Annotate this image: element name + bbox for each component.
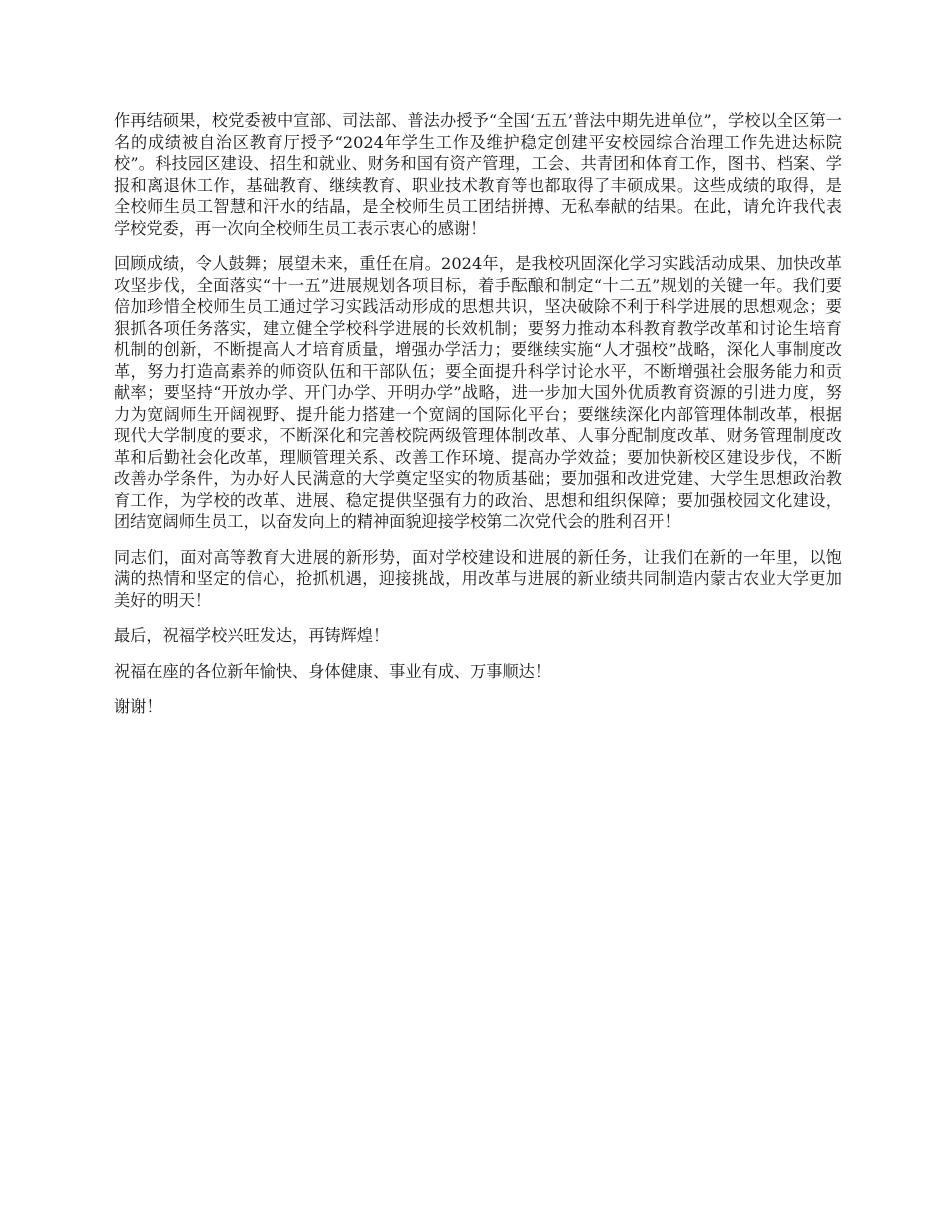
paragraph-thanks: 谢谢！: [114, 697, 163, 716]
paragraph-blessing-audience: 祝福在座的各位新年愉快、身体健康、事业有成、万事顺达！: [114, 661, 552, 681]
paragraph-blessing-school: 最后，祝福学校兴旺发达，再铸辉煌！: [114, 626, 390, 645]
paragraph-outlook: 回顾成绩，令人鼓舞；展望未来，重任在肩。2024年，是我校巩固深化学习实践活动成果、加快改革攻坚步伐，全面落实“十一五”进展规划各项目标，着手酝酿和制定“十二五”规划的关键一年。我们要倍加珍惜全校师生员工通过学习实践活动形成的思想共识，坚决破除不利于科学进展的思想观念；要狠抓各项任务落实，建立健全学校科学进展的长效机制；要努力推动本科教育教学改革和讨论生培育机制的创新，不断提高人才培育质量，增强办学活力；要继续实施“人才强校”战略，深化人事制度改革，努力打造高素养的师资队伍和干部队伍；要全面提升科学讨论水平，不断增强社会服务能力和贡献率；要坚持“开放办学、开门办学、开明办学”战略，进一步加大国外优质教育资源的引进力度，努力为宽阔师生开阔视野、提升能力搭建一个宽阔的国际化平台；要继续深化内部管理体制改革，根据现代大学制度的要求，不断深化和完善校院两级管理体制改革、人事分配制度改革、财务管理制度改革和后勤社会化改革，理顺管理关系、改善工作环境、提高办学效益；要加快新校区建设步伐，不断改善办学条件，为办好人民满意的大学奠定坚实的物质基础；要加强和改进党建、大学生思想政治教育工作，为学校的改革、进展、稳定提供坚强有力的政治、思想和组织保障；要加强校园文化建设，团结宽阔师生员工，以奋发向上的精神面貌迎接学校第二次党代会的胜利召开！: [114, 254, 842, 531]
document-body: [114, 110, 842, 732]
paragraph-achievements: 作再结硕果，校党委被中宣部、司法部、普法办授予“全国‘五五’普法中期先进单位”，学校以全区第一名的成绩被自治区教育厅授予“2024年学生工作及维护稳定创建平安校园综合治理工作先进达标院校”。科技园区建设、招生和就业、财务和国有资产管理，工会、共青团和体育工作，图书、档案、学报和离退休工作，基础教育、继续教育、职业技术教育等也都取得了丰硕成果。这些成绩的取得，是全校师生员工智慧和汗水的结晶，是全校师生员工团结拼搏、无私奉献的结果。在此，请允许我代表学校党委，再一次向全校师生员工表示衷心的感谢！: [114, 111, 842, 238]
paragraph-call-to-action: 同志们，面对高等教育大进展的新形势，面对学校建设和进展的新任务，让我们在新的一年里，以饱满的热情和坚定的信心，抢抓机遇，迎接挑战，用改革与进展的新业绩共同制造内蒙古农业大学更加美好的明天！: [114, 547, 842, 610]
